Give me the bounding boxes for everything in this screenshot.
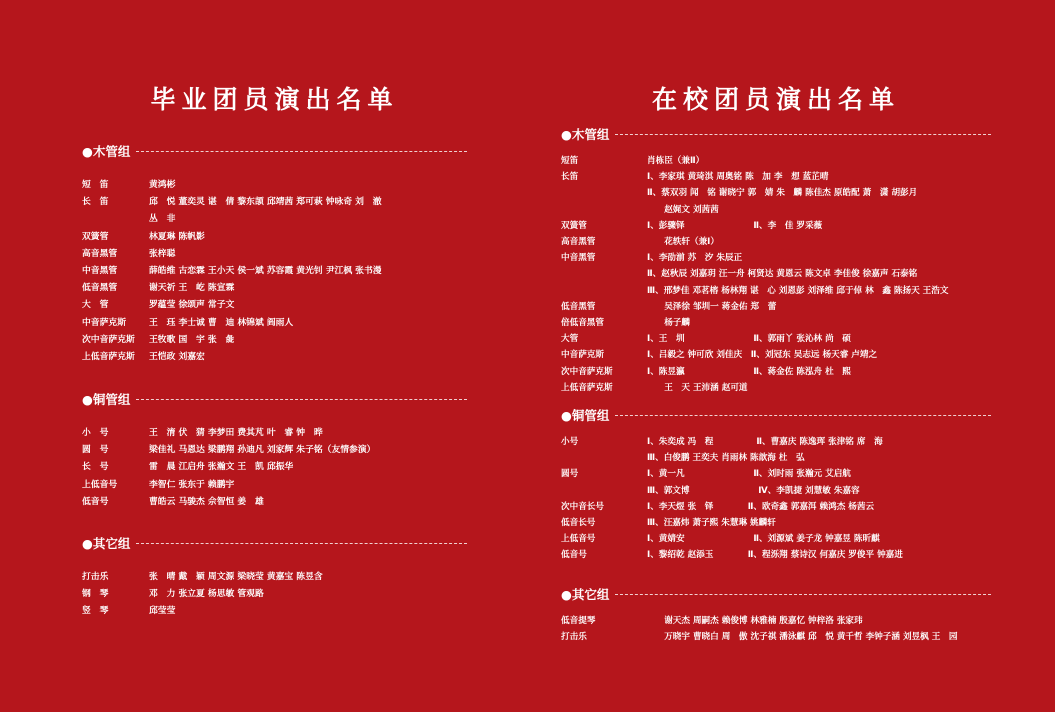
performer-names: 吴泽徐 邹圳一 蒋金佑 郑 蕾: [647, 301, 777, 312]
roster-row: [82, 278, 467, 295]
performer-names: Ⅰ、黄一凡 Ⅱ、刘时雨 张瀚元 艾启航: [647, 469, 851, 480]
roster-row: [82, 347, 467, 364]
roster-row: [561, 433, 991, 449]
right-section-other: [561, 586, 991, 644]
roster-row: [561, 530, 991, 546]
performer-names: Ⅲ、邢梦佳 邓茗榕 杨林翔 谌 心 刘恩彭 刘泽维 邱于倬 林 鑫 陈扬天 王浩文: [647, 285, 949, 296]
current-roster-title: 在校团员演出名单: [651, 85, 900, 114]
instrument-label: 双簧管: [82, 231, 109, 242]
performer-names: Ⅰ、王 圳 Ⅱ、郭雨丫 张沁林 尚 硕: [647, 334, 851, 345]
performer-names: Ⅰ、黄婧安 Ⅱ、刘源斌 姜子龙 钟嘉昱 陈昕麒: [647, 534, 880, 545]
instrument-label: 中音黑管: [561, 253, 596, 264]
section-header: [82, 391, 467, 407]
performer-names: 雷 晨 江启舟 张瀚文 王 凯 邱振华: [149, 462, 294, 473]
roster-row: [82, 244, 467, 261]
performer-names: 赵娓文 刘茜茜: [647, 204, 719, 215]
roster-row: [82, 475, 467, 492]
section-label: ●其它组: [82, 536, 131, 551]
roster-row: [561, 612, 991, 628]
performer-names: 王 珏 李士诚 曹 迪 林锦斌 阎雨人: [149, 317, 294, 328]
roster-row: [82, 492, 467, 509]
instrument-label: 倍低音黑管: [561, 317, 604, 328]
left-section-other: [82, 535, 467, 619]
instrument-label: 竖 琴: [82, 606, 109, 617]
instrument-label: 低音号: [561, 550, 587, 561]
performer-names: Ⅰ、陈昱瀛 Ⅱ、蒋金佐 陈泓舟 杜 熙: [647, 366, 851, 377]
instrument-label: 双簧管: [561, 220, 587, 231]
instrument-label: 低音提琴: [561, 616, 596, 627]
instrument-label: 圆号: [561, 469, 579, 480]
instrument-label: 上低音萨克斯: [82, 351, 135, 362]
performer-names: 梁佳礼 马恩达 梁鹏翔 孙迪凡 刘家辉 朱子铭（友情参演）: [149, 445, 376, 456]
instrument-label: 短 笛: [82, 180, 109, 191]
instrument-label: 大 管: [82, 300, 109, 311]
section-header: [561, 586, 991, 602]
section-header: [561, 126, 991, 142]
performer-names: Ⅲ、郭文博 Ⅳ、李凯捷 刘慧敏 朱嘉容: [647, 485, 860, 496]
performer-names: Ⅱ、赵秋辰 刘嘉玥 汪一舟 柯贤达 黄恩云 陈文卓 李佳俊 徐嘉声 石泰铭: [647, 269, 918, 280]
roster-row: [561, 282, 991, 298]
roster-row: [82, 440, 467, 457]
roster-row: [82, 457, 467, 474]
roster-row: [561, 314, 991, 330]
performer-names: 林夏琳 陈帆影: [149, 231, 205, 242]
roster-rows: [561, 612, 991, 644]
performer-names: Ⅱ、蔡双羽 闻 铭 谢晓宁 郭 婧 朱 麟 陈佳杰 原皓配 萧 潇 胡彭月: [647, 188, 918, 199]
dashed-divider: [615, 594, 991, 595]
instrument-label: 钢 琴: [82, 589, 109, 600]
roster-row: [82, 192, 467, 209]
instrument-label: 次中音长号: [561, 501, 604, 512]
instrument-label: 大管: [561, 334, 579, 345]
instrument-label: 中音萨克斯: [82, 317, 126, 328]
instrument-label: 低音号: [82, 496, 109, 507]
instrument-label: 低音黑管: [561, 301, 596, 312]
roster-row: [561, 233, 991, 249]
roster-row: [561, 449, 991, 465]
roster-row: [82, 227, 467, 244]
dashed-divider: [136, 399, 467, 400]
performer-names: 杨子麟: [647, 317, 690, 328]
instrument-label: 圆 号: [82, 445, 109, 456]
instrument-label: 中音萨克斯: [561, 350, 604, 361]
performer-names: 花轶轩（兼Ⅰ）: [647, 237, 719, 248]
roster-row: [561, 201, 991, 217]
performer-names: 黄鸿彬: [149, 180, 176, 191]
roster-row: [561, 465, 991, 481]
roster-row: [561, 546, 991, 562]
performer-names: 王恺政 刘嘉宏: [149, 351, 205, 362]
roster-row: [561, 265, 991, 281]
instrument-label: 小号: [561, 437, 579, 448]
roster-row: [561, 482, 991, 498]
performer-names: Ⅲ、白俊鹏 王奕夫 肖雨林 陈歆海 杜 弘: [647, 453, 805, 464]
section-label: ●木管组: [82, 144, 131, 159]
roster-row: [82, 423, 467, 440]
instrument-label: 次中音萨克斯: [82, 334, 135, 345]
roster-row: [82, 313, 467, 330]
performer-names: Ⅲ、汪嘉炜 萧子熙 朱慧琳 姚麟轩: [647, 518, 776, 529]
dashed-divider: [136, 151, 467, 152]
performer-names: 张梓聪: [149, 248, 176, 259]
instrument-label: 上低音萨克斯: [561, 382, 613, 393]
performer-names: 邓 力 张立夏 杨思敏 管观路: [149, 589, 264, 600]
instrument-label: 低音黑管: [82, 283, 118, 294]
dashed-divider: [615, 134, 991, 135]
performer-names: Ⅰ、黎绍乾 赵添玉 Ⅱ、程泺翔 蔡诗汉 何嘉庆 罗俊平 钟嘉进: [647, 550, 903, 561]
instrument-label: 打击乐: [561, 632, 587, 643]
performer-names: 张 晴 戴 颖 周文源 梁晓莹 黄嘉宝 陈昱含: [149, 572, 323, 583]
performer-names: 丛 非: [149, 214, 176, 225]
graduate-roster-title: 毕业团员演出名单: [150, 85, 399, 114]
performer-names: 万晓宇 曹晓白 周 傲 沈子祺 潘泳麒 邱 悦 黄千哲 李钟子涵 刘昱枫 王 园: [647, 632, 958, 643]
roster-row: [82, 295, 467, 312]
performer-names: 王牧歌 国 宇 张 彘: [149, 334, 235, 345]
performer-names: 王 淯 伏 猜 李梦田 费其芃 叶 睿 钟 晔: [149, 428, 323, 439]
roster-row: [561, 628, 991, 644]
performer-names: 罗蕴莹 徐颂声 常子文: [149, 300, 235, 311]
roster-row: [82, 175, 467, 192]
roster-row: [82, 567, 467, 584]
roster-rows: [561, 152, 991, 395]
performer-names: 李智仁 张东于 赖鹏宇: [149, 479, 235, 490]
performer-names: Ⅰ、吕毅之 钟可欣 刘佳庆 Ⅱ、刘冠东 吴志远 杨天睿 卢靖之: [647, 350, 878, 361]
instrument-label: 高音黑管: [82, 248, 118, 259]
performer-names: 邱莹莹: [149, 606, 176, 617]
instrument-label: 高音黑管: [561, 237, 596, 248]
roster-row: [82, 584, 467, 601]
roster-row: [561, 217, 991, 233]
dashed-divider: [136, 543, 467, 544]
performer-names: Ⅰ、李劭湔 苏 汐 朱辰正: [647, 253, 743, 264]
roster-row: [561, 249, 991, 265]
performer-names: 谢天杰 周嗣杰 赖俊博 林雅楠 殷嘉忆 钟梓洛 张家玮: [647, 616, 863, 627]
roster-rows: [561, 433, 991, 563]
instrument-label: 上低音号: [82, 479, 118, 490]
roster-row: [561, 330, 991, 346]
instrument-label: 短笛: [561, 156, 579, 167]
instrument-label: 长笛: [561, 172, 579, 183]
roster-row: [561, 498, 991, 514]
roster-row: [82, 209, 467, 226]
roster-row: [561, 514, 991, 530]
roster-row: [82, 601, 467, 618]
roster-rows: [82, 175, 467, 364]
performer-names: 邱 悦 董奕灵 谌 倩 黎东颉 邱靖茜 郑可萩 钟咏奇 刘 澈: [149, 197, 382, 208]
performer-names: 曹皓云 马骏杰 佘智恒 姜 雄: [149, 496, 264, 507]
instrument-label: 低音长号: [561, 518, 596, 529]
instrument-label: 打击乐: [82, 572, 109, 583]
section-header: [82, 143, 467, 159]
instrument-label: 小 号: [82, 428, 109, 439]
roster-row: [561, 168, 991, 184]
roster-rows: [82, 423, 467, 509]
roster-row: [82, 330, 467, 347]
instrument-label: 次中音萨克斯: [561, 366, 613, 377]
roster-rows: [82, 567, 467, 619]
section-header: [82, 535, 467, 551]
performer-names: 谢天祈 王 屹 陈宣霖: [149, 283, 235, 294]
performer-names: 王 天 王沛涵 赵可道: [647, 382, 748, 393]
instrument-label: 中音黑管: [82, 266, 118, 277]
dashed-divider: [615, 415, 991, 416]
section-label: ●铜管组: [561, 408, 610, 423]
right-section-woodwind: [561, 126, 991, 395]
performer-names: 薛皓维 古恋霖 王小天 侯一斌 苏容霞 黄光钊 尹江枫 张书漫: [149, 266, 382, 277]
right-section-brass: [561, 407, 991, 563]
left-section-woodwind: [82, 143, 467, 364]
roster-row: [561, 346, 991, 362]
performer-names: 肖栋臣（兼Ⅱ）: [647, 156, 705, 167]
section-label: ●木管组: [561, 127, 610, 142]
left-section-brass: [82, 391, 467, 509]
section-label: ●其它组: [561, 587, 610, 602]
performer-names: Ⅰ、李天煜 张 铎 Ⅱ、欧奇鑫 郭嘉洱 赖鸿杰 杨茜云: [647, 501, 875, 512]
performer-names: Ⅰ、朱奕成 冯 程 Ⅱ、曹嘉庆 陈逸珲 张津铭 席 海: [647, 437, 883, 448]
instrument-label: 长 号: [82, 462, 109, 473]
performer-names: Ⅰ、李家琪 黄琦淇 周奥铭 陈 加 李 想 蓝芷晴: [647, 172, 829, 183]
roster-row: [561, 152, 991, 168]
instrument-label: 上低音号: [561, 534, 596, 545]
roster-row: [82, 261, 467, 278]
section-label: ●铜管组: [82, 392, 131, 407]
roster-row: [561, 298, 991, 314]
roster-row: [561, 184, 991, 200]
roster-row: [561, 362, 991, 378]
instrument-label: 长 笛: [82, 197, 109, 208]
performer-names: Ⅰ、彭骤铎 Ⅱ、李 佳 罗采薇: [647, 220, 823, 231]
roster-row: [561, 379, 991, 395]
section-header: [561, 407, 991, 423]
